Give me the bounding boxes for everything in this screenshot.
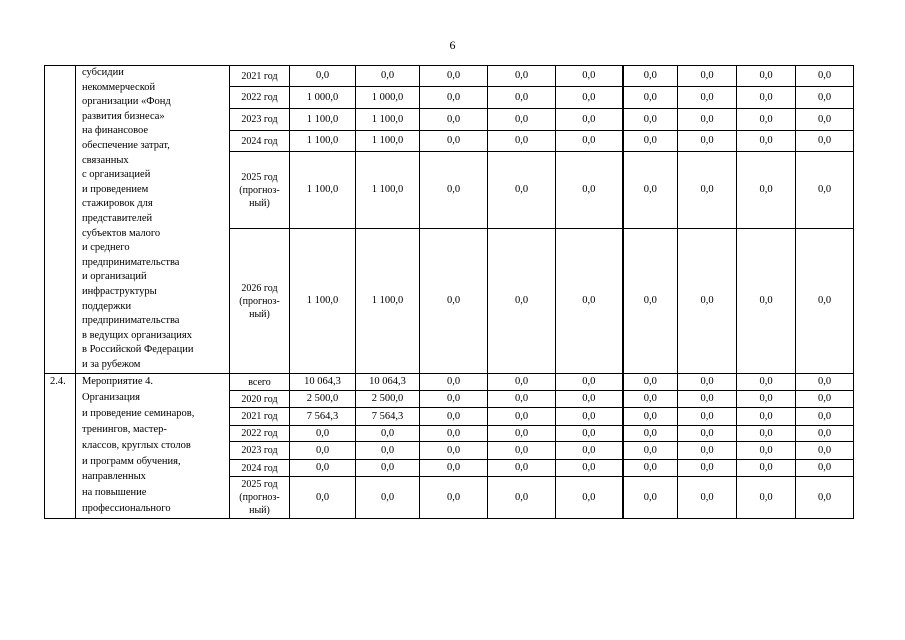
value-cell: 0,0 (556, 426, 623, 442)
value-cell: 0,0 (796, 442, 854, 460)
value-cell: 0,0 (488, 391, 556, 408)
value-cell: 1 100,0 (356, 152, 420, 229)
row-description: Мероприятие 4. Организация и проведение семинаров, тренингов, мастер- классов, круглых столов и программ обучения, направленных на повышение профессионального (76, 374, 230, 519)
table-row (45, 66, 854, 87)
year-cell: 2024 год (230, 460, 290, 477)
value-cell: 0,0 (556, 66, 623, 87)
value-cell: 0,0 (488, 374, 556, 391)
year-cell: 2022 год (230, 426, 290, 442)
value-cell: 0,0 (420, 477, 488, 519)
value-cell: 0,0 (737, 229, 796, 374)
value-cell: 0,0 (737, 391, 796, 408)
value-cell: 0,0 (488, 131, 556, 152)
value-cell: 0,0 (623, 408, 678, 426)
value-cell: 0,0 (678, 131, 737, 152)
value-cell: 1 100,0 (290, 229, 356, 374)
value-cell: 0,0 (623, 391, 678, 408)
value-cell: 0,0 (488, 426, 556, 442)
value-cell: 0,0 (488, 66, 556, 87)
value-cell: 7 564,3 (290, 408, 356, 426)
value-cell: 1 000,0 (290, 87, 356, 109)
year-cell: 2025 год (прогноз- ный) (230, 152, 290, 229)
value-cell: 1 100,0 (290, 131, 356, 152)
table-row (45, 374, 854, 391)
value-cell: 0,0 (420, 87, 488, 109)
value-cell: 0,0 (678, 391, 737, 408)
value-cell: 0,0 (488, 152, 556, 229)
year-cell: 2020 год (230, 391, 290, 408)
value-cell: 0,0 (737, 131, 796, 152)
value-cell: 0,0 (623, 66, 678, 87)
value-cell: 0,0 (678, 152, 737, 229)
value-cell: 10 064,3 (290, 374, 356, 391)
row-description: субсидии некоммерческой организации «Фонд развития бизнеса» на финансовое обеспечение затрат, связанных с организацией и проведением стажировок для представителей субъектов малого и среднего предпринимательства и организаций инфраструктуры поддержки предпринимательства в ведущих организациях в Российской Федерации и за рубежом (76, 66, 230, 374)
value-cell: 0,0 (796, 87, 854, 109)
value-cell: 0,0 (556, 152, 623, 229)
value-cell: 0,0 (556, 229, 623, 374)
value-cell: 0,0 (796, 408, 854, 426)
value-cell: 0,0 (623, 426, 678, 442)
value-cell: 0,0 (623, 442, 678, 460)
value-cell: 0,0 (420, 408, 488, 426)
value-cell: 0,0 (420, 66, 488, 87)
value-cell: 0,0 (796, 426, 854, 442)
year-cell: 2023 год (230, 442, 290, 460)
value-cell: 0,0 (488, 87, 556, 109)
value-cell: 0,0 (420, 131, 488, 152)
value-cell: 0,0 (290, 426, 356, 442)
budget-table (44, 65, 854, 519)
value-cell: 0,0 (556, 109, 623, 131)
value-cell: 0,0 (623, 460, 678, 477)
value-cell: 0,0 (623, 374, 678, 391)
value-cell: 0,0 (737, 460, 796, 477)
value-cell: 0,0 (737, 374, 796, 391)
value-cell: 0,0 (356, 66, 420, 87)
value-cell: 0,0 (420, 442, 488, 460)
value-cell: 0,0 (290, 460, 356, 477)
value-cell: 0,0 (356, 477, 420, 519)
value-cell: 0,0 (678, 460, 737, 477)
value-cell: 0,0 (488, 442, 556, 460)
value-cell: 0,0 (796, 374, 854, 391)
value-cell: 1 000,0 (356, 87, 420, 109)
value-cell: 0,0 (737, 442, 796, 460)
value-cell: 0,0 (488, 460, 556, 477)
value-cell: 0,0 (488, 477, 556, 519)
value-cell: 0,0 (556, 408, 623, 426)
value-cell: 0,0 (623, 87, 678, 109)
value-cell: 0,0 (290, 442, 356, 460)
value-cell: 0,0 (796, 391, 854, 408)
value-cell: 1 100,0 (290, 152, 356, 229)
value-cell: 2 500,0 (290, 391, 356, 408)
value-cell: 0,0 (678, 442, 737, 460)
row-number: 2.4. (45, 374, 76, 519)
value-cell: 0,0 (420, 460, 488, 477)
value-cell: 0,0 (737, 109, 796, 131)
value-cell: 0,0 (556, 477, 623, 519)
year-cell: 2025 год (прогноз- ный) (230, 477, 290, 519)
value-cell: 1 100,0 (356, 131, 420, 152)
value-cell: 0,0 (678, 408, 737, 426)
value-cell: 0,0 (678, 374, 737, 391)
value-cell: 1 100,0 (356, 229, 420, 374)
value-cell: 0,0 (556, 131, 623, 152)
value-cell: 0,0 (356, 426, 420, 442)
value-cell: 1 100,0 (356, 109, 420, 131)
year-cell: 2021 год (230, 66, 290, 87)
value-cell: 0,0 (556, 442, 623, 460)
value-cell: 0,0 (420, 152, 488, 229)
value-cell: 0,0 (488, 109, 556, 131)
value-cell: 0,0 (796, 152, 854, 229)
value-cell: 0,0 (737, 66, 796, 87)
value-cell: 0,0 (488, 408, 556, 426)
value-cell: 0,0 (420, 374, 488, 391)
value-cell: 0,0 (420, 391, 488, 408)
value-cell: 0,0 (678, 426, 737, 442)
value-cell: 0,0 (678, 229, 737, 374)
value-cell: 0,0 (796, 66, 854, 87)
value-cell: 0,0 (556, 374, 623, 391)
year-cell: 2021 год (230, 408, 290, 426)
value-cell: 0,0 (623, 109, 678, 131)
value-cell: 10 064,3 (356, 374, 420, 391)
value-cell: 0,0 (356, 442, 420, 460)
value-cell: 0,0 (420, 229, 488, 374)
value-cell: 0,0 (623, 229, 678, 374)
value-cell: 2 500,0 (356, 391, 420, 408)
value-cell: 0,0 (796, 229, 854, 374)
value-cell: 0,0 (488, 229, 556, 374)
value-cell: 0,0 (737, 408, 796, 426)
value-cell: 0,0 (556, 460, 623, 477)
value-cell: 0,0 (356, 460, 420, 477)
year-cell: 2026 год (прогноз- ный) (230, 229, 290, 374)
value-cell: 0,0 (290, 477, 356, 519)
year-cell: 2022 год (230, 87, 290, 109)
value-cell: 0,0 (737, 477, 796, 519)
value-cell: 0,0 (737, 426, 796, 442)
value-cell: 0,0 (678, 66, 737, 87)
value-cell: 0,0 (678, 477, 737, 519)
value-cell: 0,0 (556, 391, 623, 408)
value-cell: 0,0 (796, 477, 854, 519)
page-number: 6 (449, 38, 456, 52)
value-cell: 0,0 (796, 109, 854, 131)
value-cell: 0,0 (556, 87, 623, 109)
value-cell: 1 100,0 (290, 109, 356, 131)
value-cell: 0,0 (737, 87, 796, 109)
value-cell: 0,0 (623, 131, 678, 152)
value-cell: 0,0 (796, 131, 854, 152)
value-cell: 7 564,3 (356, 408, 420, 426)
value-cell: 0,0 (678, 87, 737, 109)
year-cell: 2023 год (230, 109, 290, 131)
year-cell: 2024 год (230, 131, 290, 152)
value-cell: 0,0 (420, 426, 488, 442)
value-cell: 0,0 (678, 109, 737, 131)
value-cell: 0,0 (623, 152, 678, 229)
year-cell: всего (230, 374, 290, 391)
value-cell: 0,0 (737, 152, 796, 229)
value-cell: 0,0 (796, 460, 854, 477)
value-cell: 0,0 (290, 66, 356, 87)
value-cell: 0,0 (420, 109, 488, 131)
value-cell: 0,0 (623, 477, 678, 519)
row-number (45, 66, 76, 374)
